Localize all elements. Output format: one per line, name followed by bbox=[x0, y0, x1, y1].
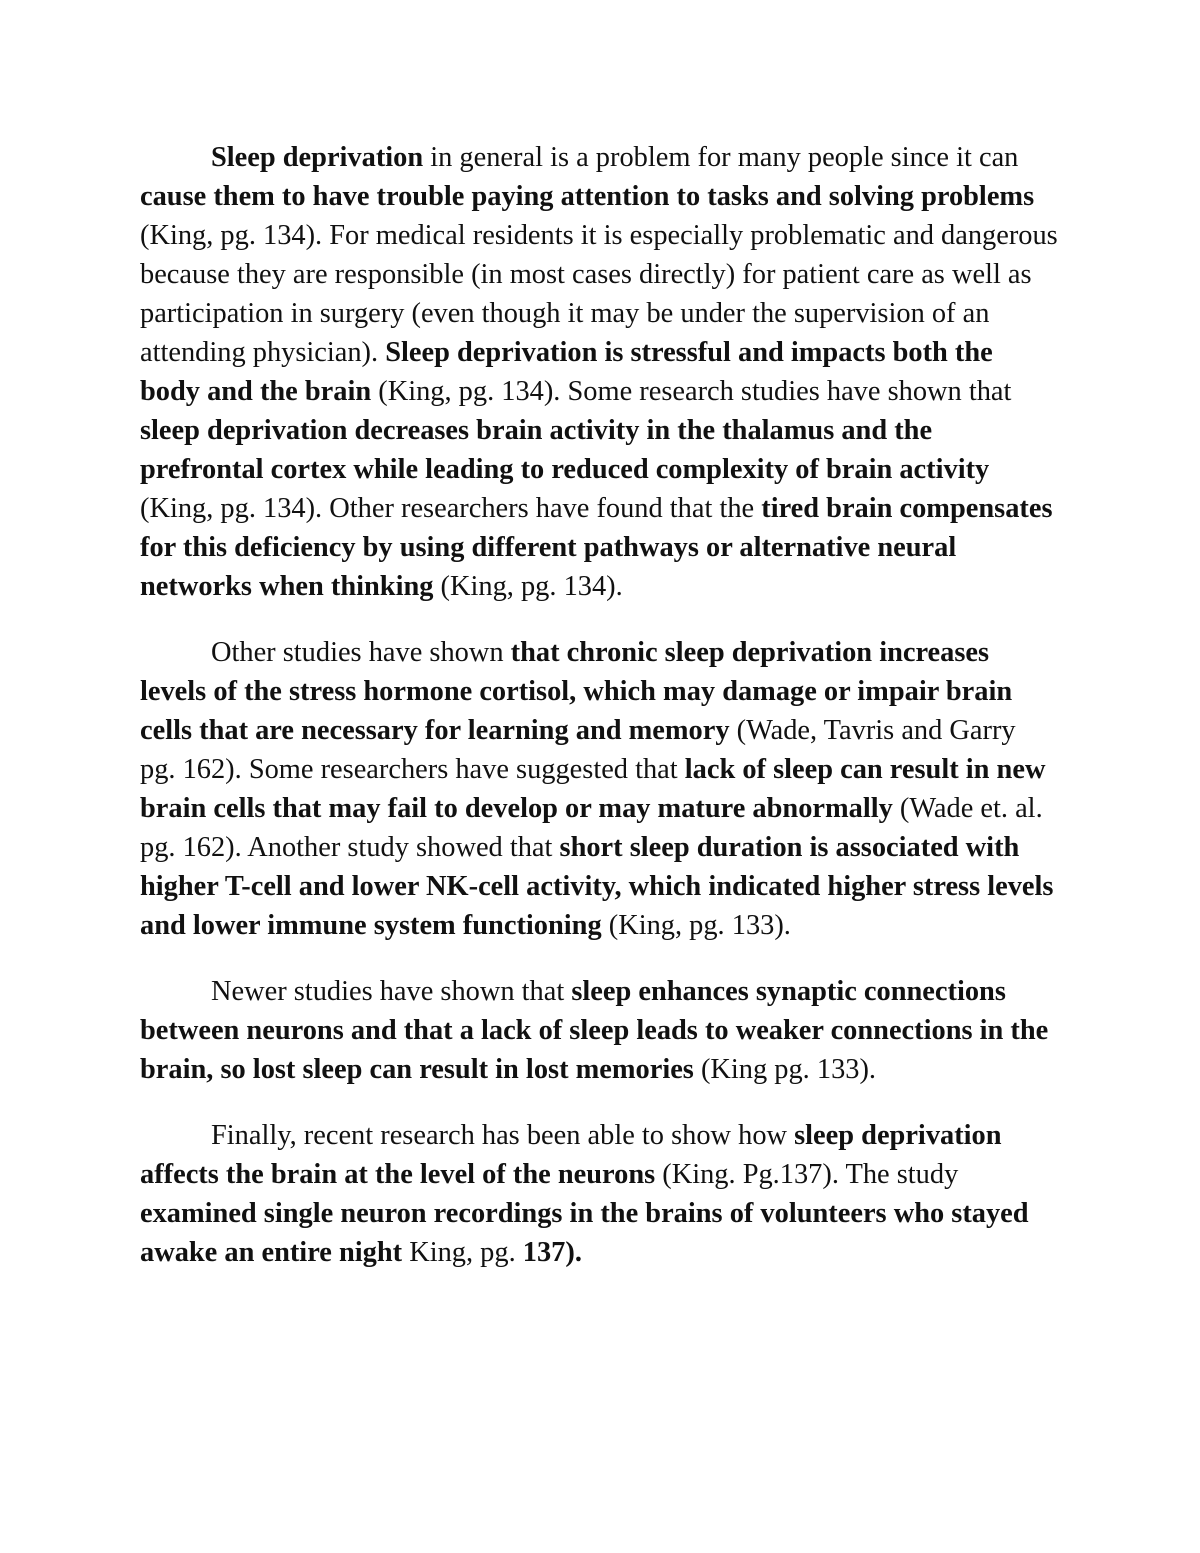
text-segment: Newer studies have shown that bbox=[211, 976, 572, 1007]
text-segment-bold: tired brain compensates for this deficiency by using different pathways or alternative neural networks when thinking bbox=[140, 493, 1053, 602]
text-segment: (King. Pg.137). The study bbox=[655, 1159, 959, 1190]
text-segment: (King, pg. 134). Some research studies have shown that bbox=[371, 376, 1012, 407]
text-segment-bold: sleep deprivation decreases brain activity in the thalamus and the prefrontal cortex while leading to reduced complexity of brain activity bbox=[140, 415, 990, 485]
text-segment-bold: Sleep deprivation bbox=[211, 142, 424, 173]
paragraph-2 bbox=[140, 633, 1058, 945]
text-segment-bold: 137). bbox=[522, 1237, 582, 1268]
text-segment-bold: short sleep duration is associated with higher T-cell and lower NK-cell activity, which indicated higher stress levels and lower immune system functioning bbox=[140, 832, 1054, 941]
text-segment: in general is a problem for many people since it can bbox=[423, 142, 1019, 173]
paragraph-3 bbox=[140, 972, 1058, 1089]
text-segment: (King, pg. 134). Other researchers have found that the bbox=[140, 493, 762, 524]
text-segment: (King, pg. 133). bbox=[601, 910, 791, 941]
text-segment-bold: Sleep deprivation is stressful and impacts both the body and the brain bbox=[140, 337, 993, 407]
text-segment: (King pg. 133). bbox=[693, 1054, 877, 1085]
text-segment-bold: that chronic sleep deprivation increases levels of the stress hormone cortisol, which may damage or impair brain cells that are necessary for learning and memory bbox=[140, 637, 1013, 746]
text-segment: Finally, recent research has been able to show how bbox=[211, 1120, 795, 1151]
text-segment: (Wade, Tavris and Garry pg. 162). Some researchers have suggested that bbox=[140, 715, 1016, 785]
text-segment: (King, pg. 134). bbox=[433, 571, 623, 602]
document-body bbox=[140, 138, 1058, 1299]
text-segment: King, pg. bbox=[402, 1237, 523, 1268]
text-segment: (King, pg. 134). For medical residents it is especially problematic and dangerous because they are responsible (in most cases directly) for patient care as well as participation in surgery (even though it may be under the supervision of an attending physician). bbox=[140, 220, 1058, 368]
paragraph-4 bbox=[140, 1116, 1058, 1272]
text-segment-bold: cause them to have trouble paying attention to tasks and solving problems bbox=[140, 181, 1035, 212]
text-segment-bold: sleep enhances synaptic connections between neurons and that a lack of sleep leads to weaker connections in the brain, so lost sleep can result in lost memories bbox=[140, 976, 1049, 1085]
text-segment: Other studies have shown bbox=[211, 637, 511, 668]
text-segment-bold: lack of sleep can result in new brain cells that may fail to develop or may mature abnormally bbox=[140, 754, 1046, 824]
text-segment-bold: examined single neuron recordings in the brains of volunteers who stayed awake an entire night bbox=[140, 1198, 1029, 1268]
text-segment: (Wade et. al. pg. 162). Another study showed that bbox=[140, 793, 1043, 863]
paragraph-1 bbox=[140, 138, 1058, 606]
text-segment-bold: sleep deprivation affects the brain at the level of the neurons bbox=[140, 1120, 1002, 1190]
